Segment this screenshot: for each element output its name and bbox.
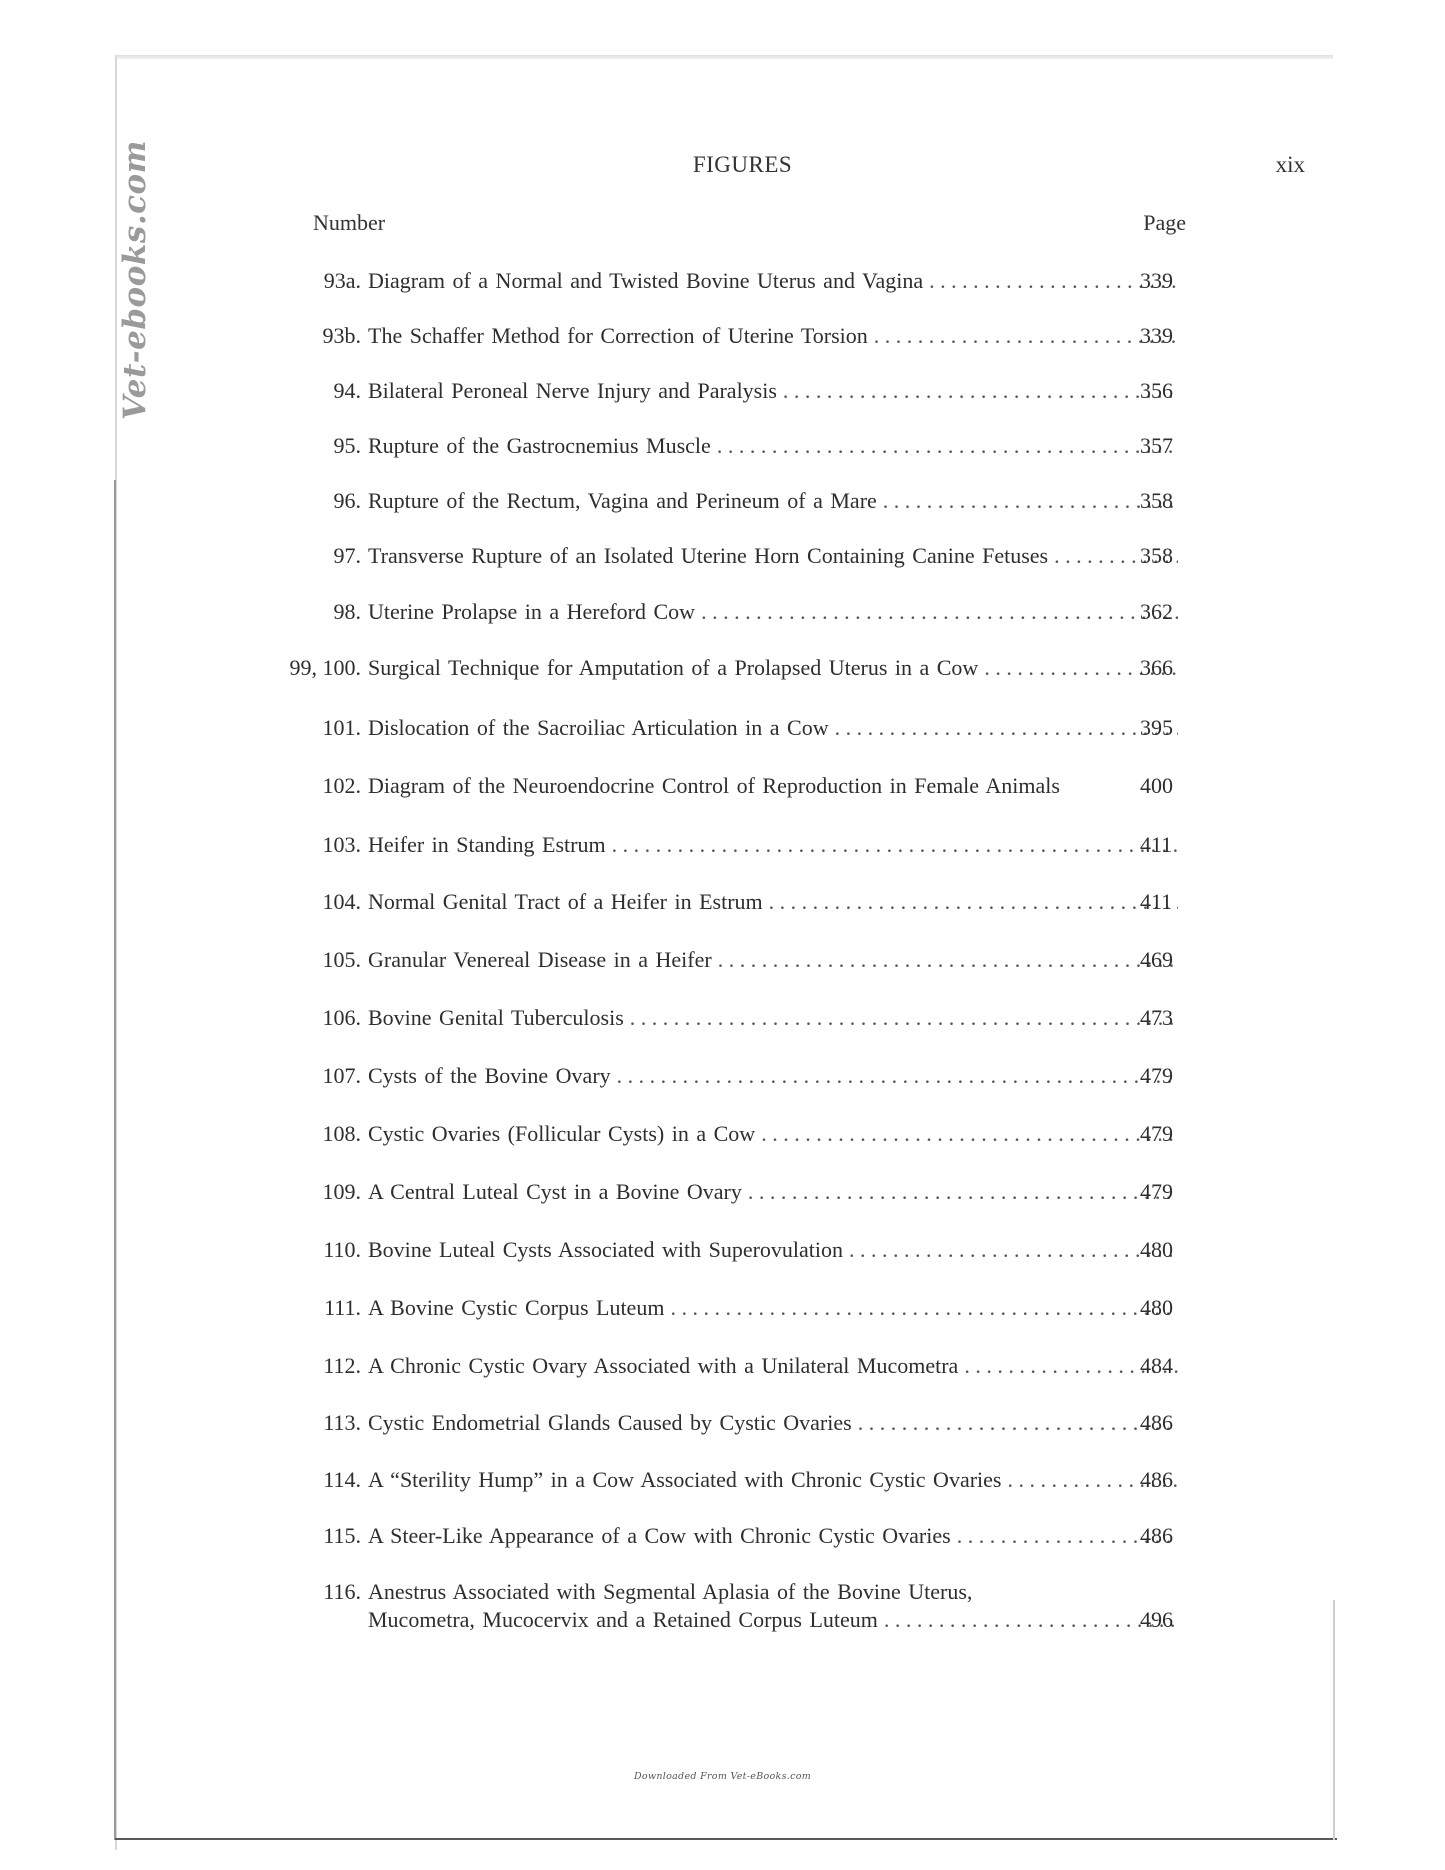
dot-leader (718, 946, 1178, 974)
figure-page: 400 (1140, 773, 1173, 798)
figure-number: 115. (323, 1523, 361, 1548)
watermark-text: Vet-ebooks.com (117, 140, 153, 420)
figure-title: Bovine Luteal Cysts Associated with Superovulation (368, 1237, 844, 1262)
figure-title: Cysts of the Bovine Ovary (368, 1063, 611, 1088)
figure-number: 106. (322, 1005, 361, 1030)
page-number: xix (1275, 152, 1305, 177)
figure-page: 339 (1140, 268, 1173, 293)
dot-leader (630, 1004, 1178, 1032)
column-header-number: Number (313, 210, 386, 235)
figure-number: 98. (333, 599, 361, 624)
figure-title: A Steer-Like Appearance of a Cow with Chronic Cystic Ovaries (368, 1523, 951, 1548)
figure-number: 114. (323, 1467, 361, 1492)
footer-note: Downloaded From Vet-eBooks.com (633, 1771, 812, 1782)
figure-page: 395 (1140, 715, 1173, 740)
figure-number: 95. (333, 433, 361, 458)
figure-number: 103. (322, 832, 361, 857)
figure-page: 339 (1140, 323, 1173, 348)
dot-leader (858, 1409, 1178, 1437)
figure-page: 496 (1140, 1607, 1173, 1632)
dot-leader (783, 377, 1178, 405)
figure-page: 411 (1140, 889, 1173, 914)
figure-page: 486 (1140, 1467, 1173, 1492)
figure-page: 473 (1140, 1005, 1173, 1030)
dot-leader (670, 1294, 1178, 1322)
figure-title: Rupture of the Rectum, Vagina and Perineum of a Mare (368, 488, 877, 513)
figure-page: 486 (1140, 1410, 1173, 1435)
figure-page: 356 (1140, 378, 1173, 403)
dot-leader (617, 1062, 1178, 1090)
figure-title: Dislocation of the Sacroiliac Articulation in a Cow (368, 715, 829, 740)
figure-title: Diagram of the Neuroendocrine Control of Reproduction in Female Animals (368, 773, 1060, 798)
figure-title: Surgical Technique for Amputation of a Prolapsed Uterus in a Cow (368, 655, 979, 680)
figure-title: Bilateral Peroneal Nerve Injury and Paralysis (368, 378, 777, 403)
figure-page: 480 (1140, 1295, 1173, 1320)
figure-page: 366 (1140, 655, 1173, 680)
figure-number: 93b. (322, 323, 361, 348)
figure-title: Rupture of the Gastrocnemius Muscle (368, 433, 711, 458)
figure-page: 479 (1140, 1121, 1173, 1146)
figure-number: 112. (323, 1353, 361, 1378)
figure-page: 362 (1140, 599, 1173, 624)
figure-number: 101. (322, 715, 361, 740)
figure-title: A Chronic Cystic Ovary Associated with a Unilateral Mucometra (368, 1353, 959, 1378)
dot-leader (874, 322, 1178, 350)
figure-page: 469 (1140, 947, 1173, 972)
figure-page: 486 (1140, 1523, 1173, 1548)
dot-leader (883, 487, 1178, 515)
figure-title: Anestrus Associated with Segmental Aplasia of the Bovine Uterus, (368, 1579, 973, 1604)
figure-page: 484 (1140, 1353, 1173, 1378)
figure-page: 480 (1140, 1237, 1173, 1262)
figure-number: 102. (322, 773, 361, 798)
figure-page: 479 (1140, 1063, 1173, 1088)
figure-number: 107. (322, 1063, 361, 1088)
figure-title: Heifer in Standing Estrum (368, 832, 606, 857)
dot-leader (835, 714, 1178, 742)
figure-title-continued: Mucometra, Mucocervix and a Retained Corpus Luteum (368, 1607, 878, 1632)
figure-page: 358 (1140, 543, 1173, 568)
figure-number: 104. (322, 889, 361, 914)
figure-title: The Schaffer Method for Correction of Uterine Torsion (368, 323, 868, 348)
figure-title: A Bovine Cystic Corpus Luteum (368, 1295, 665, 1320)
figure-title: Cystic Ovaries (Follicular Cysts) in a Cow (368, 1121, 756, 1146)
dot-leader (748, 1178, 1178, 1206)
figure-number: 96. (333, 488, 361, 513)
dot-leader (884, 1606, 1178, 1634)
figure-number: 97. (333, 543, 361, 568)
figure-title: Granular Venereal Disease in a Heifer (368, 947, 712, 972)
figure-number: 93a. (323, 268, 361, 293)
figure-number: 105. (322, 947, 361, 972)
dot-leader (717, 432, 1178, 460)
figure-page: 357 (1140, 433, 1173, 458)
figure-number: 111. (324, 1295, 361, 1320)
figure-title: Normal Genital Tract of a Heifer in Estrum (368, 889, 763, 914)
dot-leader (612, 831, 1178, 859)
figure-number: 113. (323, 1410, 361, 1435)
figure-title: Uterine Prolapse in a Hereford Cow (368, 599, 696, 624)
figure-page: 358 (1140, 488, 1173, 513)
figure-title: Cystic Endometrial Glands Caused by Cystic Ovaries (368, 1410, 852, 1435)
figure-page: 479 (1140, 1179, 1173, 1204)
figure-title: A “Sterility Hump” in a Cow Associated with Chronic Cystic Ovaries (368, 1467, 1002, 1492)
figure-title: Diagram of a Normal and Twisted Bovine Uterus and Vagina (368, 268, 924, 293)
figure-number: 94. (333, 378, 361, 403)
figure-page: 411 (1140, 832, 1173, 857)
running-title: FIGURES (692, 152, 793, 177)
figure-title: A Central Luteal Cyst in a Bovine Ovary (368, 1179, 742, 1204)
figure-number: 109. (322, 1179, 361, 1204)
dot-leader (769, 888, 1178, 916)
dot-leader (701, 598, 1178, 626)
dot-leader (761, 1120, 1178, 1148)
column-header-page: Page (1143, 210, 1186, 235)
figure-title: Transverse Rupture of an Isolated Uterine Horn Containing Canine Fetuses (368, 543, 1049, 568)
figure-number: 116. (323, 1579, 361, 1604)
figure-number: 108. (322, 1121, 361, 1146)
figure-title: Bovine Genital Tuberculosis (368, 1005, 624, 1030)
dot-leader (849, 1236, 1178, 1264)
figure-number: 99, 100. (289, 655, 361, 680)
figure-number: 110. (323, 1237, 361, 1262)
